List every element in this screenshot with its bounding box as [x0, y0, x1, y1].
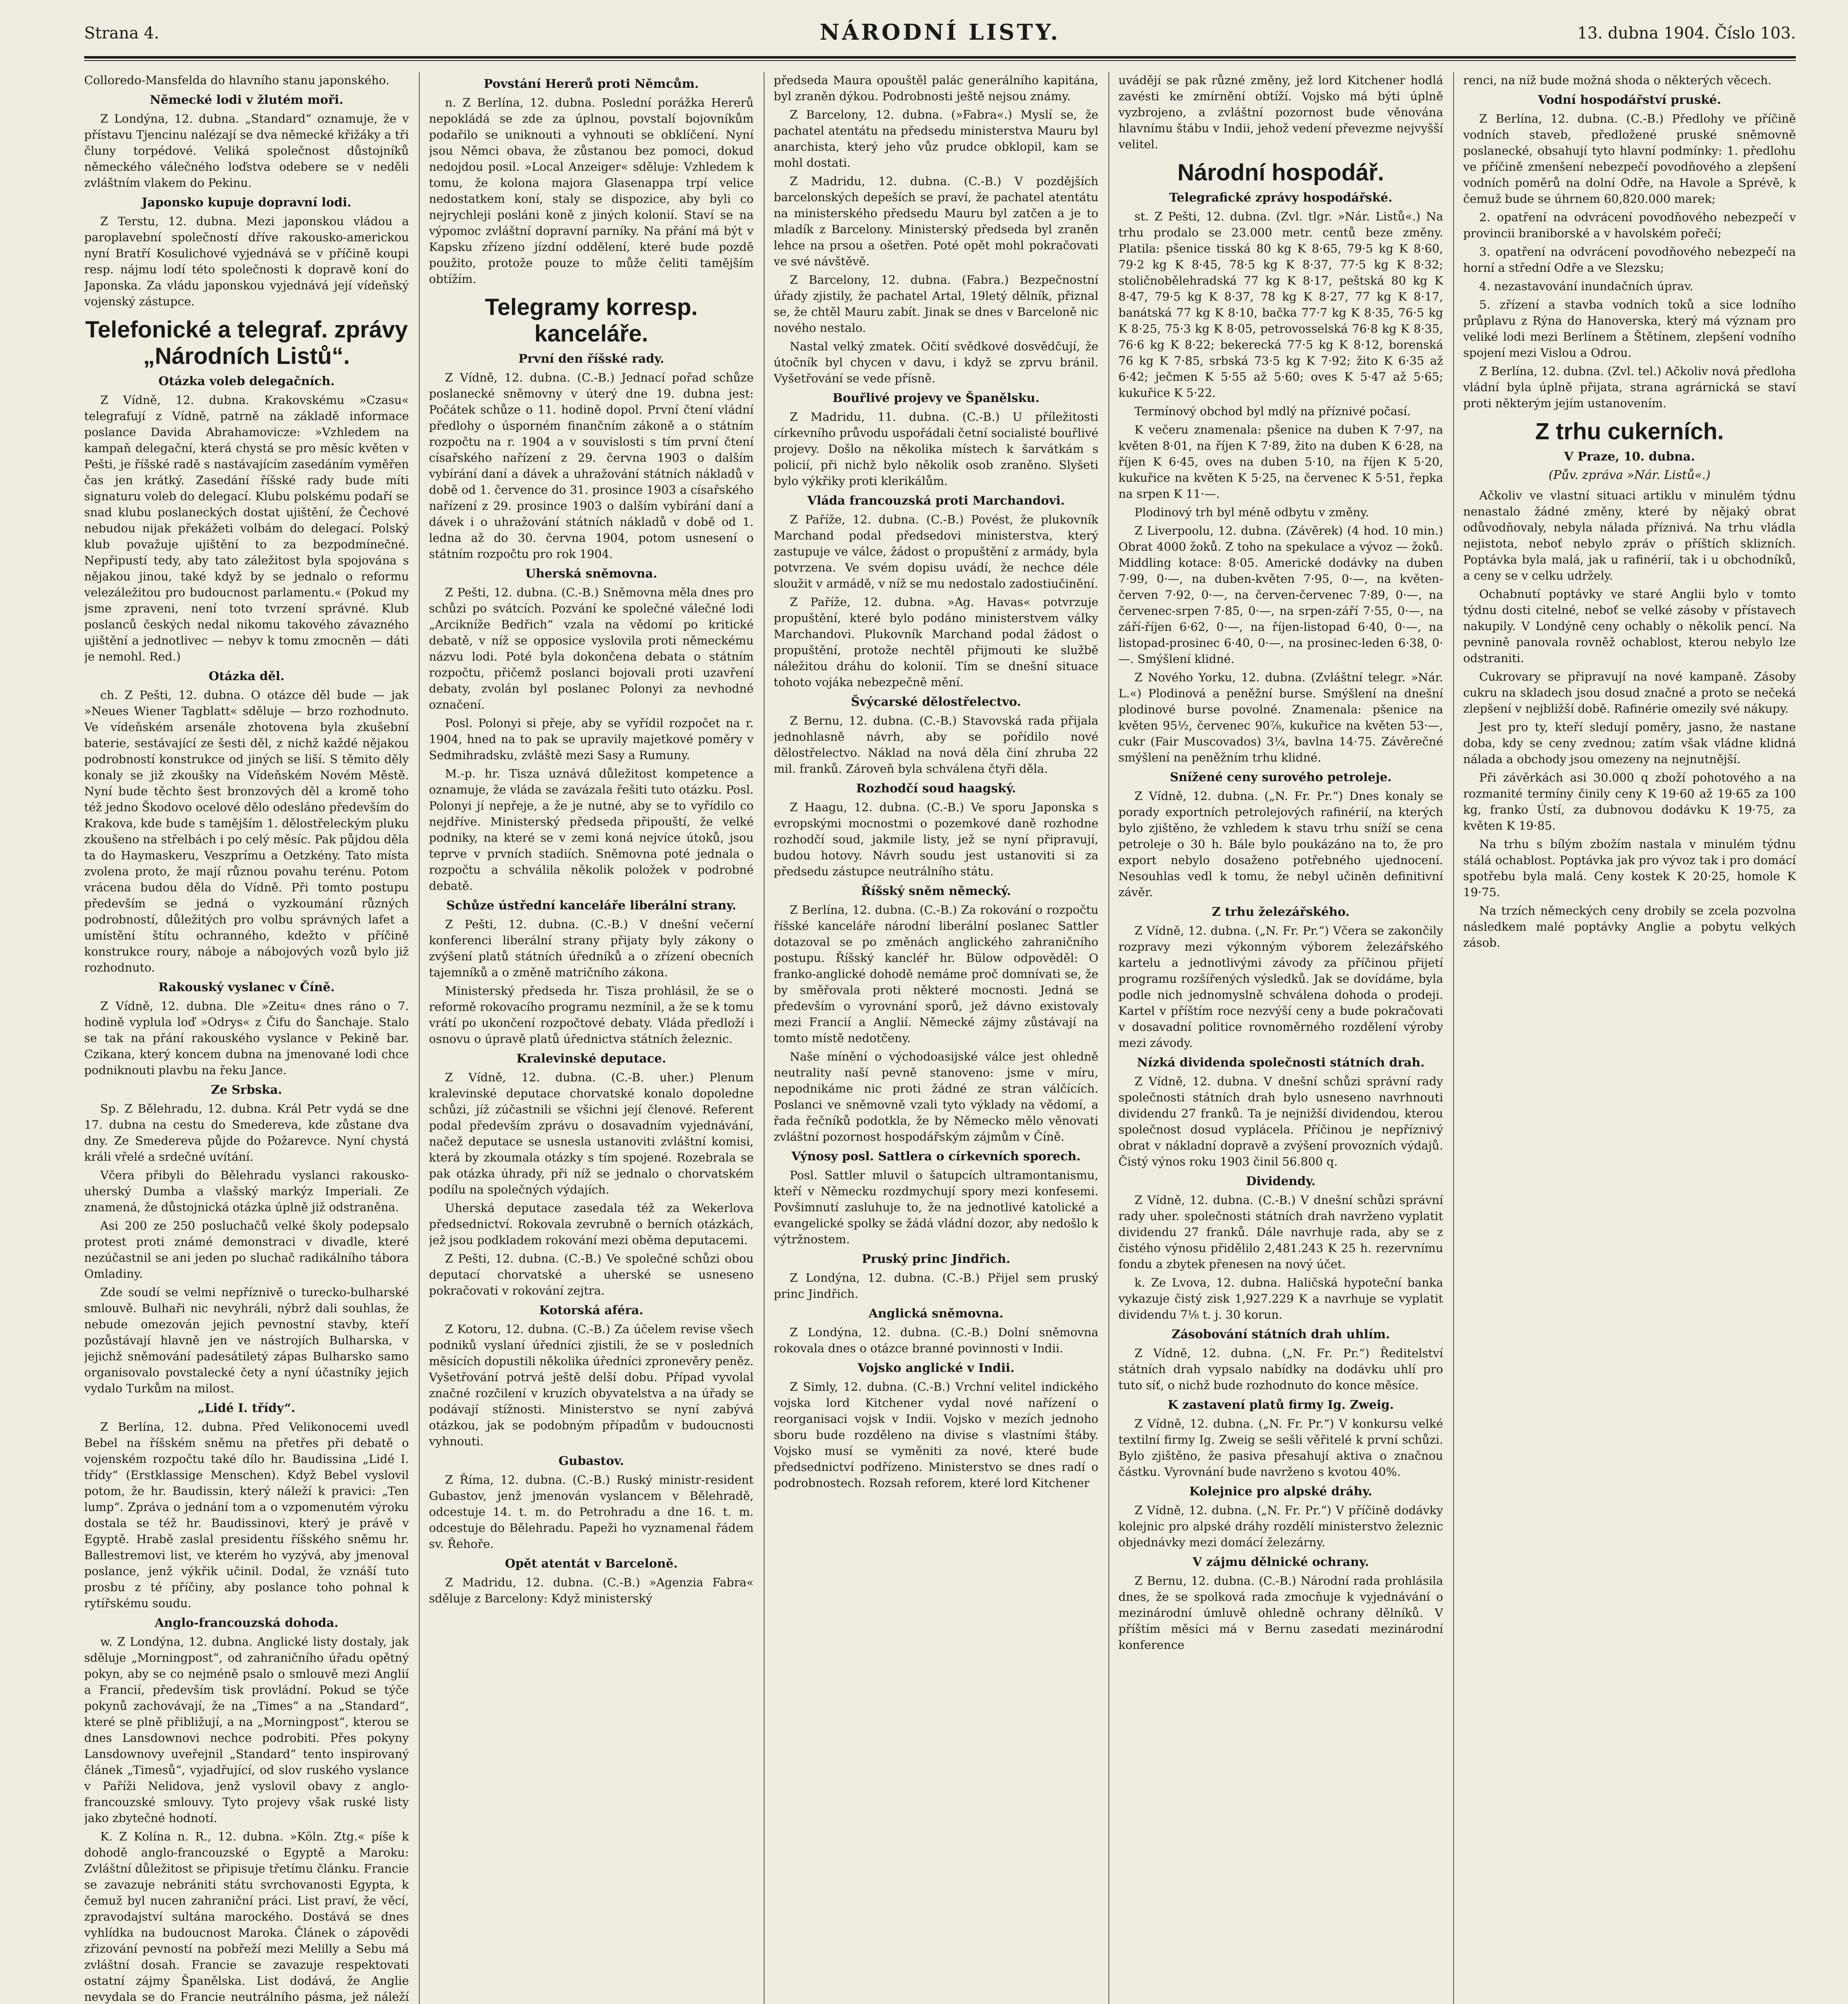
article-paragraph: Z Pešti, 12. dubna. (C.-B.) Ve společné schůzi obou deputací chorvatské a uherské se usneseno pokračovati v rokování zejtra.: [429, 1252, 754, 1297]
article-heading: Uherská sněmovna.: [525, 567, 657, 581]
article-paragraph: Z Vídně, 12. dubna. (C.-B.) V dnešní schůzi správní rady uher. společnosti státních drah navrženo vyplatit dividendu 27 franků. Dále navrhuje rada, aby se z čistého výnosu přidělilo 2,481.243 K 25 h. rezervnímu fondu a zbytek přenesen na nový účet.: [1118, 1193, 1443, 1271]
article-heading: Opět atentát v Barceloně.: [505, 1557, 678, 1571]
article-heading: Vojsko anglické v Indii.: [857, 1361, 1015, 1375]
article-paragraph: Z Haagu, 12. dubna. (C.-B.) Ve sporu Japonska s evropskými mocnostmi o pozemkové daně rozhodne rozhodčí soud, jakmile listy, jež se nyní připravují, budou hotovy. Návrh soudu jest ustanoviti si za předsedu zástupce neutrálního státu.: [774, 800, 1098, 878]
article-paragraph: Z Madridu, 12. dubna. (C.-B.) V pozdějších barcelonských depeších se praví, že pachatel atentátu na ministerského předsedu Mauru byl zatčen a je to mladík z Barcelony. Ministerský předseda byl zraněn lehce na prsou a ošetřen. Poté opět mohl pokračovati ve své návštěvě.: [774, 174, 1098, 268]
article-paragraph: Z Říma, 12. dubna. (C.-B.) Ruský ministr-resident Gubastov, jenž jmenován vyslancem v Bělehradě, odcestuje 14. t. m. do Petrohradu a dne 16. t. m. odcestuje do Bělehradu. Papeži ho vyznamenal řádem sv. Řehoře.: [429, 1473, 754, 1551]
article-paragraph: k. Ze Lvova, 12. dubna. Haličská hypoteční banka vykazuje čistý zisk 1,927.229 K a navrhuje se vyplatit dividendu 7⅛ t. j. 30 korun.: [1118, 1276, 1443, 1321]
article-paragraph: Z Vídně, 12. dubna. V dnešní schůzi správní rady společnosti státních drah bylo usneseno navrhnouti dividendu 27 franků. Ta je nejnižší dividendou, kterou společnost dosud vyplácela. Příčinou je nepříznivý obrat v nákladní dopravě a zvýšení provozních výdajů. Čistý výnos roku 1903 činil 56.800 q.: [1118, 1075, 1443, 1168]
article-heading: Ze Srbska.: [211, 1083, 282, 1097]
section-title: Telegramy korresp. kanceláře.: [485, 294, 698, 347]
article-paragraph: 5. zřízení a stavba vodních toků a sice lodního průplavu z Rýna do Hanoverska, který má význam pro veliké lodi mezi Berlínem a Štětínem, zlepšení vodního spojení mezi Vislou a Odrou.: [1463, 298, 1796, 360]
article-heading: Schůze ústřední kanceláře liberální strany.: [446, 899, 736, 913]
article-heading: Výnosy posl. Sattlera o církevních sporech.: [791, 1149, 1081, 1164]
article-paragraph: Z Londýna, 12. dubna. „Standard“ oznamuje, že v přístavu Tjencinu nalézají se dva německé křižáky a tři čluny torpédové. Veliká společnost důstojníků německého válečného loďstva odebere se v neděli zvláštním vlakem do Pekinu.: [84, 112, 409, 190]
article-paragraph: Z Vídně, 12. dubna. („N. Fr. Pr.“) V konkursu velké textilní firmy Ig. Zweig se sešli věřitelé k první schůzi. Bylo zjištěno, že pasiva přesahují aktiva o značnou částku. Vyrovnání bude navrženo s kvotou 40%.: [1118, 1417, 1443, 1479]
page-number: Strana 4.: [84, 24, 159, 42]
article-paragraph: Z Bernu, 12. dubna. (C.-B.) Národní rada prohlásila dnes, že se spolková rada zmocňuje k vyjednávání o mezinárodní úmluvě ohledně ochrany dělníků. V příštím měsíci má v Bernu zasedati mezinárodní konference: [1118, 1574, 1443, 1652]
article-paragraph: Z Madridu, 11. dubna. (C.-B.) U příležitosti církevního průvodu uspořádali četní socialisté bouřlivé projevy. Došlo na několika místech k šarvátkám s policií, při nichž bylo několik osob zraněno. Slyšeti bylo výkřiky proti klerikálům.: [774, 410, 1098, 488]
article-heading: V zájmu dělnické ochrany.: [1193, 1555, 1369, 1569]
article-paragraph: Sp. Z Bělehradu, 12. dubna. Král Petr vydá se dne 17. dubna na cestu do Smedereva, kde zůstane dva dny. Ze Smedereva půjde do Požarevce. Nyní chystá králi vřelé a srdečné uvítání.: [84, 1102, 409, 1164]
article-paragraph: Z Berlína, 12. dubna. Před Velikonocemi uvedl Bebel na říšském sněmu na přetřes při debatě o vojenském rozpočtu také dílo hr. Baudissina „Lidé I. třídy“ (Erstklassige Menschen). Když Bebel vyslovil potom, že hr. Baudissin, který náleží k pravici: „Ten lump“. Zpráva o jednání tom a o vzpomenutém výroku dostala se též hr. Baudissinovi, který je právě v Egyptě. Hrabě zaslal presidentu říšského sněmu hr. Ballestremovi list, ve kterém ho vyzývá, aby jmenoval poslance, jenž výkřik učinil. Dodal, že vznáší tuto prosbu z té příčiny, aby poslance toho pohnal k rytířskému soudu.: [84, 1420, 409, 1610]
article-heading: V Praze, 10. dubna.: [1564, 450, 1695, 464]
article-heading: Vodní hospodářství pruské.: [1538, 93, 1721, 107]
article-heading: Kralevinské deputace.: [516, 1052, 666, 1066]
column-1: [84, 72, 409, 2004]
article-paragraph: Z Vídně, 12. dubna. Dle »Zeitu« dnes ráno o 7. hodině vyplula loď »Odrys« z Čifu do Šanchaje. Stalo se tak na přání rakouského vyslance v Pekině bar. Czikana, který koncem dubna na jmenované lodi chce podniknouti plavbu na řeku Jance.: [84, 999, 409, 1077]
article-paragraph: ch. Z Pešti, 12. dubna. O otázce děl bude — jak »Neues Wiener Tagblatt« sděluje — brzo rozhodnuto. Ve vídeňském arsenále zhotovena byla zkušební baterie, sestávající ze šesti děl, z nichž každé nějakou podrobností konstrukce od jiných se liší. S těmito děly konaly se již zkoušky na Vídeňském Novém Městě. Nyní bude těchto šest bronzových děl a kromě toho též jedno Škodovo ocelové dělo odesláno především do Krakova, kde bude s tamějším 1. dělostřeleckým pluku zkoušeno na střelbách i po celý měsíc. Pak půjdou děla ta do Haymaskeru, Veszprímu a Oetzkény. Tato místa zvolena proto, že mají různou povahu terénu. Potom vrácena budou děla do Vídně. Při tomto postupu především se jedná o vyzkoumání různých podrobností, důležitých pro volbu správných lafet a umístění štítu ochranného, kdežto v příčině konstrukce roury, náboje a nábojových vozů bylo již rozhodnuto.: [84, 688, 409, 974]
article-heading: Otázka děl.: [208, 669, 285, 683]
column-rule: [1453, 72, 1454, 2004]
article-paragraph: Z Berlína, 12. dubna. (Zvl. tel.) Ačkoliv nová předloha vládní byla úplně přijata, strana agrárnická se staví proti některým jejím ustanovením.: [1463, 364, 1796, 410]
article-heading: Anglo-francouzská dohoda.: [154, 1616, 339, 1630]
article-paragraph: w. Z Londýna, 12. dubna. Anglické listy dostaly, jak sděluje „Morningpost“, od zahraničního úřadu opětný pokyn, aby se co nejméně psalo o smlouvě mezi Anglií a Francií, především tisk provládní. Pokud se týče pokynů zachovávají, že na „Times“ a na „Standard“, které se plně přibližují, a na „Morningpost“, kterou se dnes Lansdownovi nechce podrobiti. Přes pokyny Lansdownovy uveřejnil „Standard“ tento inspirovaný článek „Timesů“, vyjadřující, od slov ruského vyslance v Paříži Nelidova, jenž vyslovil obavy z anglo-francouzské smlouvy. Tyto projevy však ruské listy jako zbytečné hodnotí.: [84, 1635, 409, 1825]
article-paragraph: Z Simly, 12. dubna. (C.-B.) Vrchní velitel indického vojska lord Kitchener vydal nové nařízení o reorganisaci vojsk v Indii. Vojsko v mezích jednoho sboru bude rozděleno na divise s vlastními štáby. Vojsko musí se vyměniti za nové, které bude předsednictví podřízeno. Ministerstvo se dnes radí o podrobnostech. Rozsah reforem, které lord Kitchener: [774, 1380, 1098, 1490]
article-paragraph: Z Barcelony, 12. dubna. (Fabra.) Bezpečnostní úřady zjistily, že pachatel Artal, 19letý dělník, přiznal se, že chtěl Mauru zabít. Jinak se dnes v Barceloně nic nového nestalo.: [774, 273, 1098, 335]
issue-date: 13. dubna 1904. Číslo 103.: [1577, 24, 1796, 42]
article-paragraph: Naše mínění o východoasijské válce jest ohledně neutrality naší pevně stanoveno: jsme v míru, nepodnikáme nic proti žádné ze stran válčících. Poslanci ve sněmovně vzali tyto výklady na vědomí, a řada řečníků podotkla, že by Německo mělo věnovati zvláštní pozornost hospodářským zájmům v Číně.: [774, 1050, 1098, 1143]
article-heading: Snížené ceny surového petroleje.: [1170, 770, 1392, 784]
article-paragraph: Při závěrkách asi 30.000 q zboží pohotového a na rozmanité termíny činily ceny K 19·60 až 19·65 za 100 kg, franko Ústí, za dubnovou dodávku K 19·75, za květen K 19·85.: [1463, 771, 1796, 832]
article-paragraph: Včera přibyli do Bělehradu vyslanci rakousko-uherský Dumba a vlašský markýz Imperiali. Ze znamená, že důstojnická otázka úplně již odstraněna.: [84, 1168, 409, 1214]
column-2: [429, 72, 754, 2004]
article-paragraph: Z Madridu, 12. dubna. (C.-B.) »Agenzia Fabra« sděluje z Barcelony: Když ministerský: [429, 1576, 754, 1605]
article-heading: Nízká dividenda společnosti státních drah.: [1137, 1056, 1425, 1070]
article-paragraph: Z Kotoru, 12. dubna. (C.-B.) Za účelem revise všech podniků vyslaní úředníci zjistili, že se v posledních měsících dopustili několika úředníci zpronevěry peněz. Vyšetřování potrvá ještě delší dobu. Případ vyvolal značné rozčilení v kruzích obyvatelstva a na úřady se podávají stížnosti. Ministerstvo se nyní zabývá otázkou, jak se podobným případům v budoucnosti vyhnouti.: [429, 1322, 754, 1448]
article-paragraph: Z Vídně, 12. dubna. („N. Fr. Pr.“) Dnes konaly se porady exportních petrolejových rafinérií, na kterých bylo zjištěno, že vzhledem k stavu trhu sníží se cena petroleje o 30 h. Bále bylo poukázáno na to, že pro export nebylo dosaženo potřebného ujednocení. Nesouhlas vedl k tomu, že nebyl učiněn definitivní závěr.: [1118, 789, 1443, 899]
article-paragraph: Z Londýna, 12. dubna. (C.-B.) Přijel sem pruský princ Jindřich.: [774, 1271, 1098, 1301]
section-title: Telefonické a telegraf. zprávy „Národních Listů“.: [85, 317, 408, 369]
column-3: [774, 72, 1098, 2004]
article-heading: Anglická sněmovna.: [868, 1307, 1004, 1321]
article-paragraph: Z Berlína, 12. dubna. (C.-B.) Předlohy ve příčině vodních staveb, předložené pruské sněmovně poslanecké, obsahují tyto hlavní podmínky: 1. předlohu ve příčině zmenšení nebezpečí povodňového a zlepšení vodních poměrů na dolní Odře, na Havole a Sprévě, k čemuž bude se úhrnem 60,820.000 marek;: [1463, 112, 1796, 206]
column-rule: [1108, 72, 1109, 2004]
article-paragraph: Z Pešti, 12. dubna. (C.-B.) V dnešní večerní konferenci liberální strany přijaty byly zákony o zvýšení platů státních úředníků a o zřízení obecních tajemníků a o změně matričního zákona.: [429, 917, 754, 979]
article-heading: Vláda francouzská proti Marchandovi.: [807, 494, 1065, 508]
article-heading: Gubastov.: [558, 1454, 624, 1468]
section-title: Z trhu cukerních.: [1535, 418, 1724, 444]
article-paragraph: uvádějí se pak různé změny, jež lord Kitchener hodlá zavésti ke zmírnění obtíží. Vojsko má býti úplně vyzbrojeno, a zvláštní pozornost bude věnována hlavnímu štábu v Indii, jehož vedení převezme nejvyšší velitel.: [1118, 73, 1443, 151]
article-paragraph: Na trzích německých ceny drobily se zcela pozvolna následkem malé poptávky Anglie a pobytu velkých zásob.: [1463, 904, 1796, 949]
column-rule: [419, 72, 420, 2004]
article-heading: Německé lodi v žlutém moři.: [150, 93, 344, 107]
article-paragraph: Z Terstu, 12. dubna. Mezi japonskou vládou a paroplavební společností dříve rakousko-americkou nyní Bratří Kosulichové vyjednává se v příčině koupi resp. nájmu lodí této společnosti k dopravě koní do Japonska. Za vládu japonskou vyjednává její vídeňský vojenský zástupce.: [84, 214, 409, 308]
article-paragraph: Zde soudí se velmi nepříznivě o turecko-bulharské smlouvě. Bulhaři nic nevyhráli, nýbrž dali souhlas, že nebude omezován jejich pevnostní stavby, kteří pozůstávají hlavně jen ve nástrojích Bulharska, v jejichž sněmování padesátiletý zápas Bulharsko samo organisovalo povstalecké čety a nyní účastníky jejich vydalo Turkům na milost.: [84, 1285, 409, 1395]
article-paragraph: Nastal velký zmatek. Očití svědkové dosvědčují, že útočník byl chycen v davu, i když se zprvu bránil. Vyšetřování se vede přísně.: [774, 339, 1098, 385]
article-heading: Telegrafické zprávy hospodářské.: [1169, 191, 1393, 205]
article-paragraph: Z Vídně, 12. dubna. (C.-B.) Jednací pořad schůze poslanecké sněmovny v úterý dne 19. dubna jest: Počátek schůze o 11. hodině dopol. První čtení vládní předlohy o úsporném finančním zákoně a o státním rozpočtu na r. 1904 a v souvislosti s tím první čtení císařského nařízení z 29. června 1903 o dalším vybírání daní a dávek a uhražování státních nákladů v době od 1. července do 31. prosince 1903 a císařského nařízení z 29. prosince 1903 o dalším vybírání daní a dávek i o uhražování státních nákladů v době od 1. ledna až do 30. června 1904, potom usnesení o státním rozpočtu pro rok 1904.: [429, 371, 754, 561]
article-paragraph: 2. opatření na odvrácení povodňového nebezpečí v provincii braniborské a v havolském pořečí;: [1463, 210, 1796, 240]
article-paragraph: 4. nezastavování inundačních úprav.: [1479, 279, 1693, 293]
article-heading: Zásobování státních drah uhlím.: [1171, 1327, 1390, 1341]
article-paragraph: Ministerský předseda hr. Tisza prohlásil, že se o reformě rokovacího programu nezmínil, a že se k tomu vrátí po ukončení rozpočtové debaty. Vláda předloží i osnovu o úpravě platů úřednictva státních železnic.: [429, 984, 754, 1046]
masthead-title: NÁRODNÍ LISTY.: [819, 19, 1061, 45]
article-paragraph: n. Z Berlína, 12. dubna. Poslední porážka Hererů nepokládá se zde za úplnou, povstalí bojovníkům podařilo se uniknouti a vyhnouti se obklíčení. Nyní jsou Němci obava, že zůstanou bez pomoci, dokud nedojdou posil. »Local Anzeiger« sděluje: Vzhledem k tomu, že kolona majora Glasenappa trpí velice nedostatkem koní, staly se dispozice, aby byli co nejrychleji posláni koně z jiných kolonií. Staví se na výpomoc zvláštní dopravní parníky. Na přání má být v Kapsku zřízeno jízdní oddělení, které bude pozdě použito, protože pouze to může čeliti tamějším obtížím.: [429, 96, 754, 286]
page-header: [84, 19, 1796, 55]
article-heading: Kolejnice pro alpské dráhy.: [1189, 1485, 1373, 1499]
article-paragraph: Z Pešti, 12. dubna. (C.-B.) Sněmovna měla dnes pro schůzi po svátcích. Pozvání ke společné válečné lodi „Arcikníže Bedřich“ vzala na vědomí po kritické debatě, v níž se opposice vyslovila proti německému názvu lodi. Poté byla dokončena debata o státním rozpočtu, přičemž poslanci bojovali proti uzavření debaty, zvolán byl poslanec Polonyi za nevhodné označení.: [429, 586, 754, 711]
article-paragraph: Uherská deputace zasedala též za Wekerlova předsednictví. Rokovala zevrubně o berních otázkách, jež jsou podkladem rokování mezi oběma deputacemi.: [429, 1201, 754, 1247]
article-paragraph: Z Vídně, 12. dubna. („N. Fr. Pr.“) Ředitelství státních drah vypsalo nabídky na dodávku uhlí pro tuto síť, o nichž bude rozhodnuto do konce měsíce.: [1118, 1346, 1443, 1392]
article-paragraph: Posl. Sattler mluvil o šatupcích ultramontanismu, kteří v Německu rozdmychují spory mezi konfesemi. Povšimnutí zasluhuje to, že na jednotlivé katolické a evangelické spolky se žádá vládní dozor, aby nedošlo k výtržnostem.: [774, 1168, 1098, 1246]
article-paragraph: předseda Maura opouštěl palác generálního kapitána, byl zraněn dýkou. Podrobnosti ještě nejsou známy.: [774, 73, 1098, 103]
article-paragraph: Z Vídně, 12. dubna. Krakovskému »Czasu« telegrafují z Vídně, patrně na základě informace poslance Davida Abrahamovicze: »Vzhledem na kampaň delegační, která chystá se pro měsíc květen v Pešti, je říšské radě s nastávajícím zasedáním vyměřen čas jen krátký. Zasedání říšské rady bude míti signaturu voleb do delegací. Klubu polskému podaří se snad klubu poslaneckých dostat ujištění, že Čechové nebudou nijak překážeti volbám do delegací. Polský klub považuje ujištění to za bezpodmínečné. Nepřipustí tedy, aby tato záležitost byla spojována s nějakou jinou, také když by se jednalo o reformu velezáležitou pro budoucnost parlamentu.« (Pokud my jsme zpraveni, není toto tvrzení správné. Klub poslanců českých nedal nikomu takového závazného ujištění a jednotlivec — nebyv k tomu zmocněn — dáti je nemohl. Red.): [84, 393, 409, 663]
article-heading: Z trhu železářského.: [1212, 905, 1350, 919]
article-paragraph: K večeru znamenala: pšenice na duben K 7·97, na květen 8·01, na říjen K 7·89, žito na duben K 6·28, na říjen K 6·45, oves na duben 5·10, na říjen K 5·20, kukuřice na květen K 5·25, na červenec K 5·51, řepka na srpen K 11·—.: [1118, 423, 1443, 501]
article-paragraph: Posl. Polonyi si přeje, aby se vyřídil rozpočet na r. 1904, hned na to pak se upravily majetkové poměry v Sedmihradsku, zvláště mezi Sasy a Rumuny.: [429, 716, 754, 762]
article-paragraph: Z Liverpoolu, 12. dubna. (Závěrek) (4 hod. 10 min.) Obrat 4000 žoků. Z toho na spekulace a vývoz — žoků. Middling kotace: 8·05. Americké dodávky na duben 7·99, 0·—, na duben-květen 7·95, 0·—, na květen-červen 7·92, 0·—, na červen-červenec 7·89, 0·—, na červenec-srpen 7·85, 0·—, na srpen-září 7·55, 0·—, na září-říjen 6·62, 0·—, na říjen-listopad 6·40, 0·—, na listopad-prosinec 6·40, 0·—, na prosinec-leden 6·38, 0·—. Smýšlení klidné.: [1118, 524, 1443, 666]
article-heading: Pruský princ Jindřich.: [861, 1252, 1011, 1266]
article-heading: K zastavení platů firmy Ig. Zweig.: [1167, 1398, 1394, 1412]
article-heading: Japonsko kupuje dopravní lodi.: [142, 196, 352, 210]
article-paragraph: Plodinový trh byl méně odbytu v změny.: [1134, 505, 1369, 519]
article-heading: První den říšské rady.: [518, 352, 664, 366]
header-rule: [84, 56, 1796, 59]
article-paragraph: Z Londýna, 12. dubna. (C.-B.) Dolní sněmovna rokovala dnes o otázce branné povinnosti v Indii.: [774, 1325, 1098, 1355]
article-paragraph: Cukrovary se připravují na nové kampaně. Zásoby cukru na skladech jsou dosud značné a proto se nečeká zlepšení v nejbližší době. Rafinérie omezily své nákupy.: [1463, 670, 1796, 715]
header-rule-thin: [84, 60, 1796, 61]
article-heading: Švýcarské dělostřelectvo.: [851, 695, 1021, 709]
article-paragraph: Colloredo-Mansfelda do hlavního stanu japonského.: [84, 73, 390, 87]
article-paragraph: Z Barcelony, 12. dubna. (»Fabra«.) Myslí se, že pachatel atentátu na předsedu ministerstva Mauru byl anarchista, který jeho vůz prudce obklopil, kam se mohl dostati.: [774, 108, 1098, 170]
article-paragraph: renci, na níž bude možná shoda o některých věcech.: [1463, 73, 1772, 87]
article-heading: Dividendy.: [1246, 1174, 1316, 1188]
article-paragraph: Z Paříže, 12. dubna. (C.-B.) Povést, že plukovník Marchand podal předsedovi ministerstva, který zastupuje ve válce, žádost o propuštění z armády, byla potvrzena. Ve svém dopisu uvádí, že nechce déle sloužit v armádě, v níž se mu nedostalo zadostiučinění.: [774, 513, 1098, 590]
article-heading: Říšský sněm německý.: [861, 884, 1011, 898]
section-title: Národní hospodář.: [1177, 160, 1384, 186]
article-heading: Rozhodčí soud haagský.: [856, 782, 1016, 796]
column-5: [1463, 72, 1796, 2004]
column-4: [1118, 72, 1443, 2004]
article-paragraph: Ačkoliv ve vlastní situaci artiklu v minulém týdnu nenastalo žádné změny, které by nějaký obrat odůvodňovaly, nebyla nálada příznivá. Na trhu vládla nejistota, neboť nebylo zpráv o příštích sklizních. Poptávka byla malá, jak u rafinérií, tak i u obchodníků, a ceny se v celku udržely.: [1463, 489, 1796, 582]
article-paragraph: M.-p. hr. Tisza uznává důležitost kompetence a oznamuje, že vláda se zavázala řešiti tuto otázku. Posl. Polonyi jí nepřeje, a že je nutné, aby se to vyřídilo co nejdříve. Ministerský předseda připouští, že velké podniky, na které se v zemi koná nejvíce útoků, jsou teprve v prvních stadiích. Sněmovna poté jednala o rozpočtu a schválila několik položek v podrobné debatě.: [429, 767, 754, 893]
article-paragraph: Asi 200 ze 250 posluchačů velké školy podepsalo protest proti známé demonstraci v divadle, které nezúčastnil se ani jeden po sluchač radikálního tábora Omladiny.: [84, 1219, 409, 1281]
article-paragraph: Jest pro ty, kteří sledují poměry, jasno, že nastane doba, kdy se ceny zvednou; zatím však vládne klidná nálada a obchody jsou omezeny na nejnutnější.: [1463, 720, 1796, 766]
article-paragraph: Z Vídně, 12. dubna. („N. Fr. Pr.“) V příčině dodávky kolejnic pro alpské dráhy rozdělí ministerstvo železnic objednávky mezi domácí železárny.: [1118, 1503, 1443, 1549]
article-paragraph: Z Berlína, 12. dubna. (C.-B.) Za rokování o rozpočtu říšské kanceláře národní liberální poslanec Sattler dotazoval se po změnách anglického zahraničního postupu. Říšský kancléř hr. Bülow odpověděl: O franko-anglické dohodě nemáme proč domnívati se, že by směřovala proti některé mocnosti. Jedná se především o vyrovnání sporů, jež dávno existovaly mezi Francií a Anglií. Německé zájmy zůstávají na tomto místě nedotčeny.: [774, 903, 1098, 1045]
article-paragraph: Termínový obchod byl mdlý na příznivé počasí.: [1134, 404, 1411, 418]
article-paragraph: K. Z Kolína n. R., 12. dubna. »Köln. Ztg.« píše k dohodě anglo-francouzské o Egyptě a Maroku: Zvláštní důležitost se připisuje třetímu článku. Francie se zavazuje nebrániti státu svrchovanosti Egypta, k čemuž byl nucen zahraniční práci. List praví, že věcí, zpravodajství sultána marockého. Dostává se dnes vyhlídka na budoucnost Maroka. Článek o zápovědi zřizování pevností na pobřeží mezi Melilly a Sebu má zvláštní dosah. Francie se zavazuje respektovati ostatní zájmy Španělska. List dodává, že Anglie nevydala se do Francie neutrálního pásma, jež náleží: [84, 1830, 409, 2004]
article-heading: Otázka voleb delegačních.: [158, 374, 335, 388]
article-paragraph: 3. opatření na odvrácení povodňového nebezpečí na horní a střední Odře a ve Slezsku;: [1463, 245, 1796, 275]
article-paragraph: Ochabnutí poptávky ve staré Anglii bylo v tomto týdnu dosti citelné, neboť se velké zásoby v přístavech nakupily. V Londýně ceny ochably o několik pencí. Na pevnině panovala rovněž ochablost, kterou nebylo lze odstraniti.: [1463, 587, 1796, 665]
article-paragraph: Z Vídně, 12. dubna. (C.-B. uher.) Plenum kralevinské deputace chorvatské konalo dopoledne schůzi, jíž zúčastnili se všichni její členové. Referent podal především zprávu o dosavadním vyjednávání, načež deputace se usnesla ustanoviti zvláštní komisi, která by zkoumala otázky s tím spojené. Rozebrala se pak otázka úhrady, při níž se jednalo o chorvatském podílu na společných výdajích.: [429, 1071, 754, 1196]
article-paragraph: Z Nového Yorku, 12. dubna. (Zvláštní telegr. »Nár. L.«) Plodinová a peněžní burse. Smýšlení na dnešní plodinové burse povolné. Znamenala: pšenice na květen 95½, červenec 90⅞, kukuřice na květen 53·—, cukr (Fair Muscovados) 3¼, bavlna 14·75. Závěrečné smýšlení na peněžním trhu klidné.: [1118, 671, 1443, 764]
article-heading: Povstání Hererů proti Němcům.: [483, 77, 699, 91]
article-heading: Rakouský vyslanec v Číně.: [158, 980, 335, 994]
article-paragraph: st. Z Pešti, 12. dubna. (Zvl. tlgr. »Nár. Listů«.) Na trhu prodalo se 23.000 metr. centů beze změny. Platila: pšenice tisská 80 kg K 8·65, 79·5 kg K 8·60, 79·2 kg K 8·45, 78·5 kg K 8·37, 77·5 kg K 8·32; stoličnobělehradská 77 kg K 8·17, peštská 80 kg K 8·47, 79·5 kg K 8·37, 78 kg K 8·27, 77 kg K 8·17, banátská 77 kg K 8·10, bačka 77·7 kg K 8·35, 76·5 kg K 8·25, 75·3 kg K 8·05, petrovosselská 76·8 kg K 8·35, 76·6 kg K 8·22; bekerecká 77·5 kg K 8·12, borenská 76 kg K 7·85, srbská 73·5 kg K 7·92; žito K 6·35 až 6·42; ječmen K 5·55 až 5·60; oves K 5·47 až 5·65; kukuřice K 5·22.: [1118, 210, 1443, 400]
article-paragraph: Z Paříže, 12. dubna. »Ag. Havas« potvrzuje propuštění, které bylo podáno ministerstvem války Marchandovi. Plukovník Marchand podal žádost o propuštění, protože nechtěl přijmouti ke službě náležitou dráhu do kolonií. Tím se dnešní situace tohoto vojáka nebezpečně mění.: [774, 595, 1098, 689]
article-paragraph: Z Bernu, 12. dubna. (C.-B.) Stavovská rada přijala jednohlasně návrh, aby se pořídilo nové dělostřelectvo. Náklad na nová děla činí zhruba 22 mil. franků. Zároveň byla schválena čtyři děla.: [774, 714, 1098, 776]
article-heading: Kotorská aféra.: [539, 1303, 643, 1317]
article-source: (Pův. zpráva »Nár. Listů«.): [1549, 468, 1711, 482]
article-heading: Bouřlivé projevy ve Španělsku.: [832, 391, 1040, 405]
article-paragraph: Z Vídně, 12. dubna. („N. Fr. Pr.“) Včera se zakončily rozpravy mezi výkonným výborem železářského kartelu a jednotlivými závody za příčinou přijetí programu rozšířených výsledků. Jak se dovídáme, byla podle nich jednomyslně schválena dohoda o prodeji. Kartel v příštím roce nezvýší ceny a bude pokračovati v dosavadní politice rovnoměrného rozdělení výroby mezi závody.: [1118, 924, 1443, 1050]
article-paragraph: Na trhu s bílým zbožím nastala v minulém týdnu stálá ochablost. Poptávka jak pro vývoz tak i pro domácí spotřebu byla malá. Ceny kostek K 20·25, homole K 19·75.: [1463, 837, 1796, 899]
article-heading: „Lidé I. třídy“.: [198, 1401, 295, 1415]
